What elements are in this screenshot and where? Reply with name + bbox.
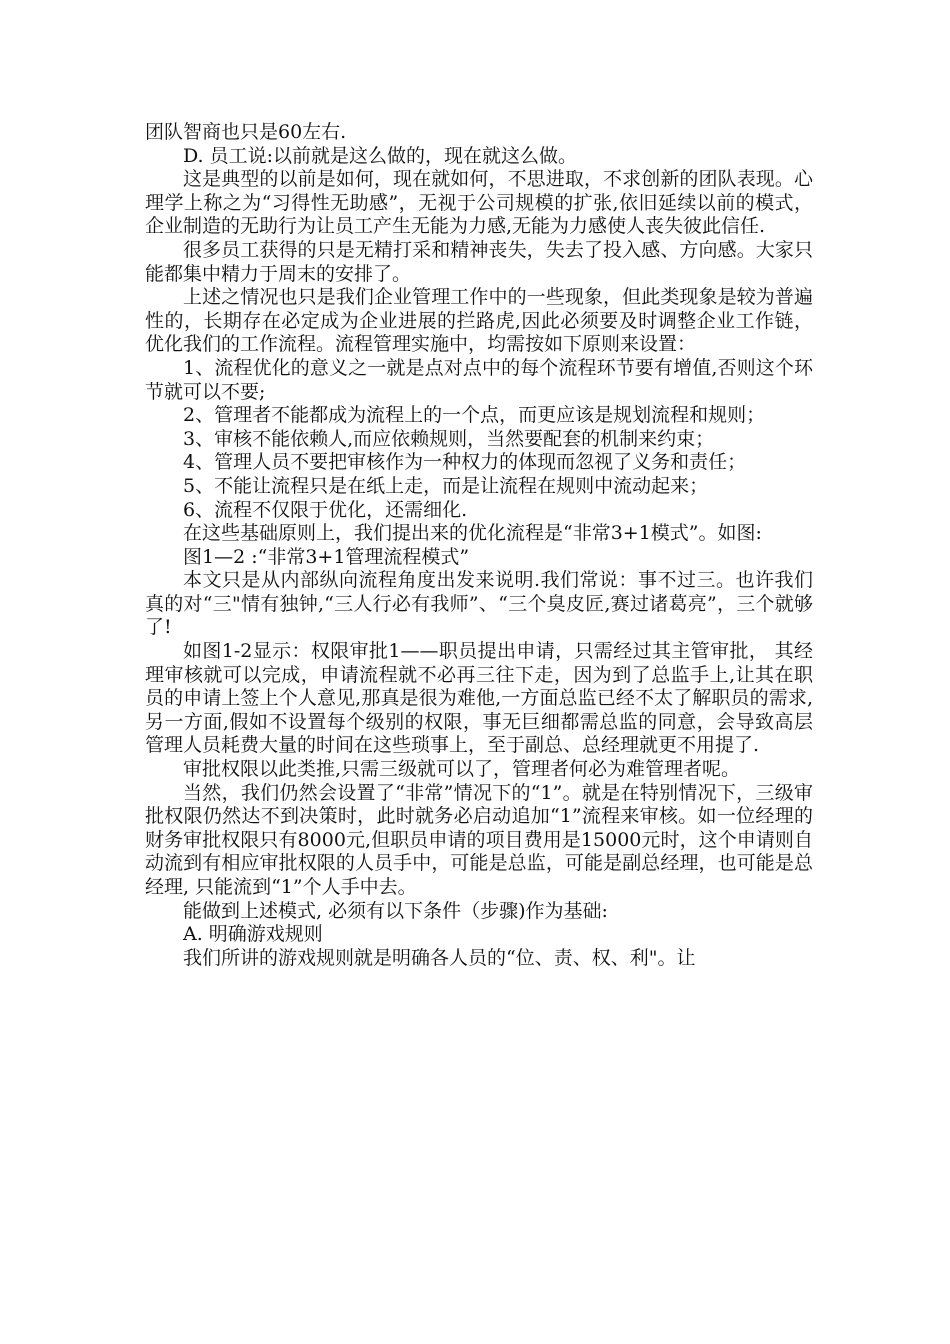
paragraph-2: D. 员工说:以前就是这么做的，现在就这么做。 (183, 144, 578, 167)
principle-4: 4、管理人员不要把审核作为一种权力的体现而忽视了义务和责任； (183, 451, 747, 474)
figure-caption: 图1—2 :“非常3+1管理流程模式” (183, 545, 470, 568)
principle-5: 5、不能让流程只是在纸上走，而是让流程在规则中流动起来； (183, 474, 709, 497)
paragraph-rules: 我们所讲的游戏规则就是明确各人员的“位、责、权、利"。让 (183, 946, 696, 969)
principle-3: 3、审核不能依赖人,而应依赖规则，当然要配套的机制来约束； (183, 427, 715, 450)
principle-6: 6、流程不仅限于优化，还需细化. (183, 498, 468, 521)
paragraph-conditions: 能做到上述模式, 必须有以下条件（步骤)作为基础: (183, 899, 608, 922)
paragraph-5: 上述之情况也只是我们企业管理工作中的一些现象，但此类现象是较为普遍性的，长期存在必定成为企业进展的拦路虎,因此必须要及时调整企业工作链，优化我们的工作流程。流程管理实施中，均需按如下原则来设置： (145, 286, 813, 356)
paragraph-3: 这是典型的以前是如何，现在就如何，不思进取，不求创新的团队表现。心理学上称之为“习得性无助感”，无视于公司规模的扩张,依旧延续以前的模式，企业制造的无助行为让员工产生无能为力感,无能为力感使人丧失彼此信任. (145, 168, 813, 238)
paragraph-three: 本文只是从内部纵向流程角度出发来说明.我们常说：事不过三。也许我们真的对“三"情有独钟,“三人行必有我师”、“三个臭皮匠,赛过诸葛亮”，三个就够了! (145, 569, 813, 639)
principle-1: 1、流程优化的意义之一就是点对点中的每个流程环节要有增值,否则这个环节就可以不要; (145, 356, 813, 403)
paragraph-model-intro: 在这些基础原则上，我们提出来的优化流程是“非常3+1模式”。如图: (183, 522, 762, 545)
paragraph-1: 团队智商也只是60左右. (145, 121, 347, 143)
paragraph-figure-explanation: 如图1-2显示：权限审批1——职员提出申请，只需经过其主管审批， 其经理审核就可以完成，申请流程就不必再三往下走，因为到了总监手上,让其在职员的申请上签上个人意见,那真是很为难他,一方面总监已经不太了解职员的需求,另一方面,假如不设置每个级别的权限，事无巨细都需总监的同意，会导致高层管理人员耗费大量的时间在这些琐事上，至于副总、总经理就更不用提了. (145, 640, 813, 757)
paragraph-special-case: 当然，我们仍然会设置了“非常”情况下的“1”。就是在特别情况下，三级审批权限仍然达不到决策时，此时就务必启动追加“1”流程来审核。如一位经理的财务审批权限只有8000元,但职员申请的项目费用是15000元时，这个申请则自动流到有相应审批权限的人员手中，可能是总监，可能是副总经理，也可能是总经理, 只能流到“1”个人手中去。 (145, 781, 813, 898)
paragraph-4: 很多员工获得的只是无精打采和精神丧失，失去了投入感、方向感。大家只能都集中精力于周末的安排了。 (145, 238, 813, 285)
paragraph-approval: 审批权限以此类推,只需三级就可以了，管理者何必为难管理者呢。 (183, 758, 741, 781)
principle-2: 2、管理者不能都成为流程上的一个点，而更应该是规划流程和规则； (183, 404, 766, 427)
document-body (145, 121, 813, 970)
heading-a: A. 明确游戏规则 (183, 923, 323, 946)
